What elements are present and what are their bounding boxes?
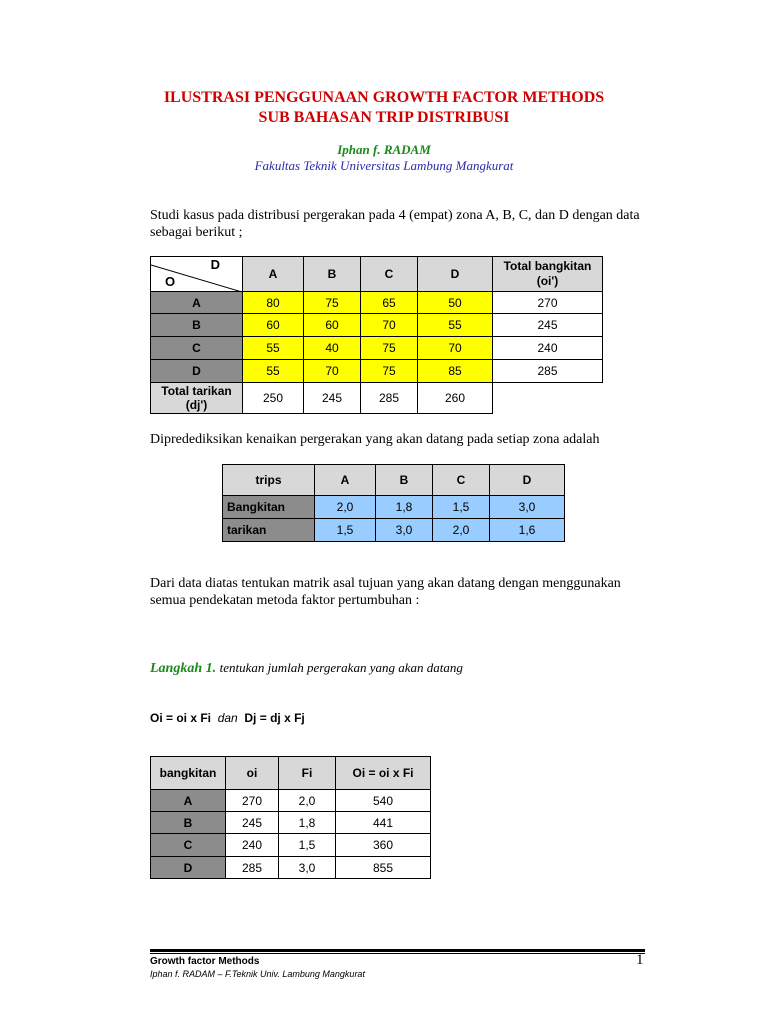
cell: 75 xyxy=(361,337,418,360)
col-total: 260 xyxy=(418,383,493,414)
col-header-c: C xyxy=(361,257,418,292)
cell: 80 xyxy=(243,292,304,314)
cell: 270 xyxy=(226,790,279,812)
formula-right: Dj = dj x Fj xyxy=(244,711,305,725)
footer-title: Growth factor Methods xyxy=(150,956,260,967)
row-total: 285 xyxy=(493,360,603,383)
cell: 540 xyxy=(336,790,431,812)
growth-row-label: tarikan xyxy=(223,519,315,542)
intro-paragraph: Studi kasus pada distribusi pergerakan pada 4 (empat) zona A, B, C, dan D dengan data sebagai berikut ; xyxy=(150,208,640,240)
cell: 3,0 xyxy=(279,857,336,879)
row-total: 245 xyxy=(493,314,603,337)
cell: 55 xyxy=(243,337,304,360)
doc-title-line1: ILUSTRASI PENGGUNAAN GROWTH FACTOR METHODS xyxy=(163,89,605,106)
cell: 240 xyxy=(226,834,279,857)
growth-factor-table xyxy=(222,464,565,542)
cell: 85 xyxy=(418,360,493,383)
growth-header-d: D xyxy=(490,465,565,496)
corner-cell xyxy=(151,257,243,292)
cell: 441 xyxy=(336,812,431,834)
table-row xyxy=(151,360,603,383)
footer-author: Iphan f. RADAM – F.Teknik Univ. Lambung Mangkurat xyxy=(150,969,365,979)
calc-row-label: D xyxy=(151,857,226,879)
growth-header-trips: trips xyxy=(223,465,315,496)
step1-description: tentukan jumlah pergerakan yang akan datang xyxy=(219,660,463,675)
author-name: Iphan f. RADAM xyxy=(337,142,431,157)
row-header-c: C xyxy=(151,337,243,360)
cell: 75 xyxy=(361,360,418,383)
od-matrix-table xyxy=(150,256,603,414)
footer-rule-thick xyxy=(150,949,645,952)
col-header-total: Total bangkitan (oi') xyxy=(493,257,603,292)
corner-d-label: D xyxy=(210,257,220,272)
growth-header-c: C xyxy=(433,465,490,496)
cell: 65 xyxy=(361,292,418,314)
cell: 70 xyxy=(361,314,418,337)
col-header-d: D xyxy=(418,257,493,292)
cell: 3,0 xyxy=(376,519,433,542)
doc-title-line2: SUB BAHASAN TRIP DISTRIBUSI xyxy=(258,109,510,126)
prediction-paragraph: Dipredediksikan kenaikan pergerakan yang akan datang pada setiap zona adalah xyxy=(150,432,600,447)
row-header-b: B xyxy=(151,314,243,337)
calc-header-fi: Fi xyxy=(279,757,336,790)
affiliation: Fakultas Teknik Universitas Lambung Mangkurat xyxy=(254,158,514,173)
table-row xyxy=(151,790,431,812)
table-row xyxy=(223,519,565,542)
cell: 1,5 xyxy=(279,834,336,857)
cell: 2,0 xyxy=(433,519,490,542)
calc-header-oi: oi xyxy=(226,757,279,790)
cell: 3,0 xyxy=(490,496,565,519)
cell: 1,5 xyxy=(315,519,376,542)
step1-label: Langkah 1. xyxy=(150,661,217,676)
table-row xyxy=(151,383,603,414)
cell: 360 xyxy=(336,834,431,857)
cell: 855 xyxy=(336,857,431,879)
growth-header-b: B xyxy=(376,465,433,496)
table-row xyxy=(223,496,565,519)
calc-row-label: B xyxy=(151,812,226,834)
growth-header-a: A xyxy=(315,465,376,496)
cell: 245 xyxy=(226,812,279,834)
col-header-b: B xyxy=(304,257,361,292)
col-total: 285 xyxy=(361,383,418,414)
footer-rule-thin xyxy=(150,953,645,954)
cell: 1,8 xyxy=(279,812,336,834)
table-row xyxy=(151,292,603,314)
table-row xyxy=(151,337,603,360)
calc-header-result: Oi = oi x Fi xyxy=(336,757,431,790)
cell: 70 xyxy=(304,360,361,383)
calc-table xyxy=(150,756,431,879)
cell: 2,0 xyxy=(315,496,376,519)
row-total: 270 xyxy=(493,292,603,314)
formula-connector: dan xyxy=(217,711,238,725)
cell: 50 xyxy=(418,292,493,314)
cell: 70 xyxy=(418,337,493,360)
task-paragraph: Dari data diatas tentukan matrik asal tujuan yang akan datang dengan menggunakan semua pendekatan metoda faktor pertumbuhan : xyxy=(150,576,621,608)
table-row xyxy=(151,834,431,857)
col-total: 250 xyxy=(243,383,304,414)
cell: 1,5 xyxy=(433,496,490,519)
row-total: 240 xyxy=(493,337,603,360)
cell: 1,6 xyxy=(490,519,565,542)
table-row xyxy=(151,812,431,834)
formula-left: Oi = oi x Fi xyxy=(150,711,212,725)
row-header-d: D xyxy=(151,360,243,383)
page-number: 1 xyxy=(636,952,644,968)
step1-heading xyxy=(150,660,463,677)
formula-line xyxy=(150,711,305,725)
col-header-a: A xyxy=(243,257,304,292)
cell: 75 xyxy=(304,292,361,314)
table-row xyxy=(151,314,603,337)
calc-row-label: A xyxy=(151,790,226,812)
cell: 55 xyxy=(418,314,493,337)
cell: 285 xyxy=(226,857,279,879)
calc-header-bangkitan: bangkitan xyxy=(151,757,226,790)
cell: 60 xyxy=(304,314,361,337)
corner-o-label: O xyxy=(165,274,176,289)
cell: 55 xyxy=(243,360,304,383)
col-total: 245 xyxy=(304,383,361,414)
row-header-a: A xyxy=(151,292,243,314)
cell: 1,8 xyxy=(376,496,433,519)
cell: 2,0 xyxy=(279,790,336,812)
row-header-total: Total tarikan (dj') xyxy=(151,383,243,414)
cell: 40 xyxy=(304,337,361,360)
cell: 60 xyxy=(243,314,304,337)
growth-row-label: Bangkitan xyxy=(223,496,315,519)
calc-row-label: C xyxy=(151,834,226,857)
table-row xyxy=(151,857,431,879)
